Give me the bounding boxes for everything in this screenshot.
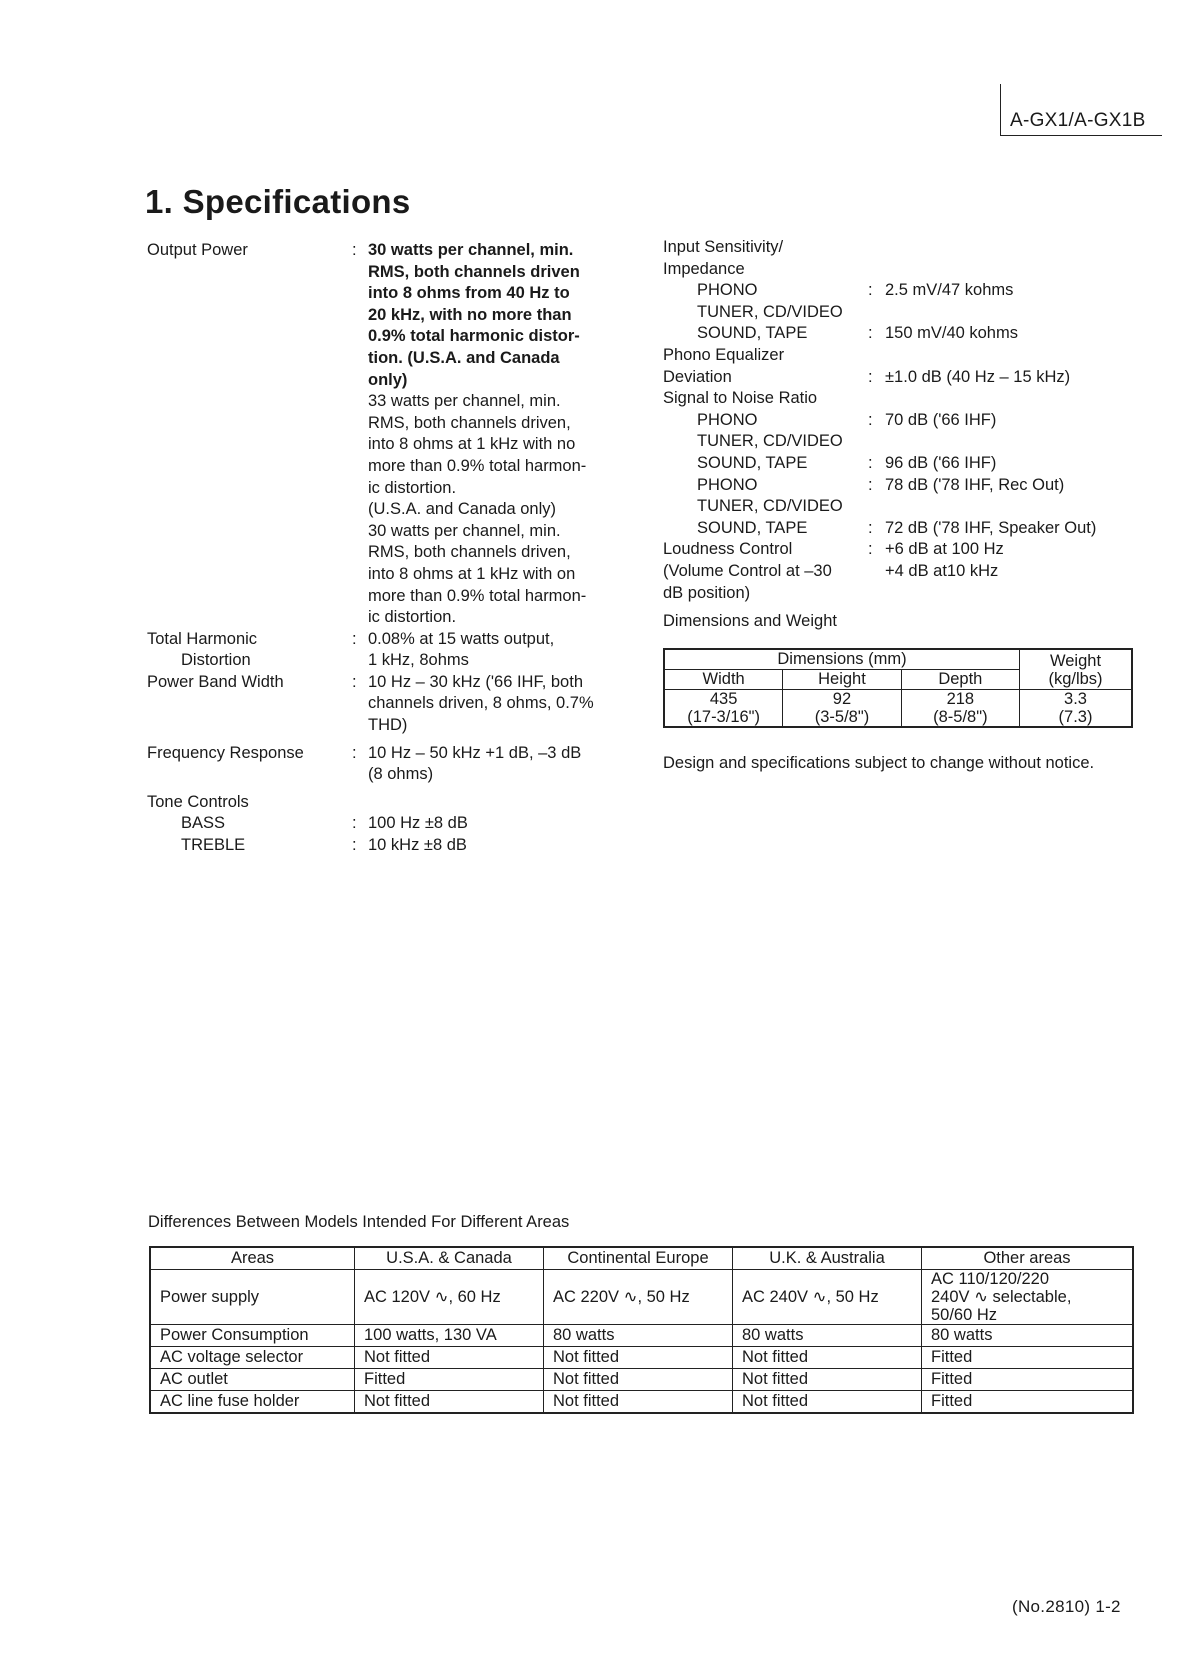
spec-value-line: more than 0.9% total harmon- xyxy=(368,586,587,605)
spec-row: PHONO : 70 dB ('66 IHF) xyxy=(663,410,1143,432)
left-spec-column xyxy=(147,240,627,857)
column-header: Other areas xyxy=(922,1247,1134,1270)
change-notice: Design and specifications subject to change without notice. xyxy=(663,754,1095,772)
spec-value-line: RMS, both channels driven, xyxy=(368,543,571,562)
dimensions-table xyxy=(663,648,1133,728)
table-cell: Not fitted xyxy=(355,1347,544,1369)
table-cell: AC 220V ∿, 50 Hz xyxy=(544,1270,733,1325)
model-id-box xyxy=(1000,84,1162,136)
spec-value-line: (8 ohms) xyxy=(368,765,434,784)
spec-label: PHONO xyxy=(697,475,758,494)
spec-value-line: into 8 ohms at 1 kHz with no xyxy=(368,435,576,454)
model-id: A-GX1/A-GX1B xyxy=(1010,110,1146,131)
table-cell: Power supply xyxy=(150,1270,355,1325)
spec-row xyxy=(663,611,1143,633)
spec-label: PHONO xyxy=(697,281,758,300)
table-cell: AC outlet xyxy=(150,1369,355,1391)
spec-power-band-width: Power Band Width : 10 Hz – 30 kHz ('66 IHF, both channels driven, 8 ohms, 0.7% THD) xyxy=(147,672,627,737)
table-cell: Not fitted xyxy=(355,1391,544,1414)
spec-label: TUNER, CD/VIDEO xyxy=(697,432,843,451)
table-row xyxy=(150,1325,1133,1347)
depth-cell: 218 (8-5/8") xyxy=(901,690,1019,728)
spec-value: 96 dB ('66 IHF) xyxy=(885,453,997,472)
table-cell: AC voltage selector xyxy=(150,1347,355,1369)
spec-label: Impedance xyxy=(663,259,745,278)
table-cell: Not fitted xyxy=(544,1347,733,1369)
spec-value-line: tion. (U.S.A. and Canada xyxy=(368,348,560,367)
spec-value: 2.5 mV/47 kohms xyxy=(885,281,1014,300)
spec-row xyxy=(663,561,1143,583)
table-row xyxy=(150,1369,1133,1391)
spec-value-line: ic distortion. xyxy=(368,608,457,627)
table-cell: 80 watts xyxy=(544,1325,733,1347)
spec-row: SOUND, TAPE : 150 mV/40 kohms xyxy=(663,323,1143,345)
table-cell: Power Consumption xyxy=(150,1325,355,1347)
spec-value-line: RMS, both channels driven xyxy=(368,262,580,281)
table-cell: AC 120V ∿, 60 Hz xyxy=(355,1270,544,1325)
spec-value-line: THD) xyxy=(368,716,408,735)
spec-value: +6 dB at 100 Hz xyxy=(885,540,1004,559)
spec-tone-controls xyxy=(147,792,627,814)
spec-label: PHONO xyxy=(697,410,758,429)
spec-value-line: 0.9% total harmonic distor- xyxy=(368,327,580,346)
spec-row xyxy=(663,583,1143,605)
weight-unit: (kg/lbs) xyxy=(1048,669,1103,688)
table-cell: Fitted xyxy=(922,1347,1134,1369)
table-cell: Not fitted xyxy=(733,1369,922,1391)
table-row xyxy=(150,1347,1133,1369)
spec-row: PHONO : 2.5 mV/47 kohms xyxy=(663,280,1143,302)
page-title: 1. Specifications xyxy=(145,183,411,220)
areas-caption: Differences Between Models Intended For Different Areas xyxy=(148,1213,570,1231)
spec-value-line: 30 watts per channel, min. xyxy=(368,241,574,259)
spec-row xyxy=(663,259,1143,281)
table-cell: 80 watts xyxy=(922,1325,1134,1347)
spec-label: Tone Controls xyxy=(147,792,249,811)
spec-label: Output Power xyxy=(147,241,248,259)
spec-row: PHONO : 78 dB ('78 IHF, Rec Out) xyxy=(663,475,1143,497)
weight-cell: 3.3 (7.3) xyxy=(1020,690,1133,728)
spec-row: Deviation : ±1.0 dB (40 Hz – 15 kHz) xyxy=(663,367,1143,389)
table-cell: Fitted xyxy=(922,1391,1134,1414)
spec-value: +4 dB at10 kHz xyxy=(885,561,999,580)
weight-header xyxy=(1020,649,1133,690)
spec-label: TUNER, CD/VIDEO xyxy=(697,497,843,516)
spec-label: Deviation xyxy=(663,367,732,386)
spec-row xyxy=(663,388,1143,410)
spec-label: Power Band Width xyxy=(147,672,284,691)
table-cell: AC 240V ∿, 50 Hz xyxy=(733,1270,922,1325)
spec-row xyxy=(663,431,1143,453)
spec-row: SOUND, TAPE : 96 dB ('66 IHF) xyxy=(663,453,1143,475)
areas-table xyxy=(149,1246,1134,1414)
spec-value: 72 dB ('78 IHF, Speaker Out) xyxy=(885,518,1097,537)
page-number: (No.2810) 1-2 xyxy=(1012,1597,1121,1616)
weight-header-label: Weight xyxy=(1049,651,1102,670)
height-cell: 92 (3-5/8") xyxy=(783,690,901,728)
column-header: Continental Europe xyxy=(544,1247,733,1270)
spec-value-line: RMS, both channels driven, xyxy=(368,413,571,432)
spec-value: 150 mV/40 kohms xyxy=(885,324,1018,343)
dimensions-header: Dimensions (mm) xyxy=(664,649,1020,670)
table-cell: Fitted xyxy=(922,1369,1134,1391)
spec-row xyxy=(663,496,1143,518)
spec-value-line: only) xyxy=(368,370,408,389)
column-header: Depth xyxy=(901,670,1019,690)
table-cell: Not fitted xyxy=(544,1391,733,1414)
spec-value-line: 20 kHz, with no more than xyxy=(368,305,572,324)
spec-output-power: Output Power : 30 watts per channel, min. RMS, both channels driven into 8 ohms from 40 Hz to 20 kHz, with no more than 0.9% total harmonic distor- tion. (U.S.A. and Canada only) 33 watts per channel, min. RMS, both channels driven, into 8 ohms at 1 kHz with no more than 0.9% total harmon- ic distortion. (U.S.A. and Canada only) 30 watts per channel, min. RMS, both channels driven, into 8 ohms at 1 kHz with on more than 0.9% total harmon- ic distortion. xyxy=(147,240,627,629)
spec-thd: Total Harmonic Distortion : 0.08% at 15 watts output, 1 kHz, 8ohms xyxy=(147,629,627,672)
spec-label: BASS xyxy=(181,814,226,833)
table-row xyxy=(150,1391,1133,1414)
spec-row xyxy=(663,302,1143,324)
table-cell: Fitted xyxy=(355,1369,544,1391)
spec-value-line: 10 Hz – 30 kHz ('66 IHF, both xyxy=(368,672,583,691)
spec-value-line: 33 watts per channel, min. xyxy=(368,392,561,411)
table-cell: Not fitted xyxy=(544,1369,733,1391)
spec-row xyxy=(663,237,1143,259)
spec-label: SOUND, TAPE xyxy=(697,324,808,343)
table-header-row xyxy=(150,1247,1133,1270)
spec-label: dB position) xyxy=(663,583,751,602)
spec-bass: BASS : 100 Hz ±8 dB xyxy=(147,813,627,835)
spec-row: SOUND, TAPE : 72 dB ('78 IHF, Speaker Out) xyxy=(663,518,1143,540)
spec-value-line: 1 kHz, 8ohms xyxy=(368,651,469,670)
spec-value-line: 30 watts per channel, min. xyxy=(368,521,561,540)
column-header: U.S.A. & Canada xyxy=(355,1247,544,1270)
spec-label: Loudness Control xyxy=(663,540,793,559)
spec-label: TREBLE xyxy=(181,836,246,855)
width-cell: 435 (17-3/16") xyxy=(664,690,783,728)
spec-label: Phono Equalizer xyxy=(663,345,785,364)
spec-value-line: 10 kHz ±8 dB xyxy=(368,836,467,855)
spec-row: Loudness Control : +6 dB at 100 Hz xyxy=(663,539,1143,561)
table-cell: Not fitted xyxy=(733,1391,922,1414)
spec-label: TUNER, CD/VIDEO xyxy=(697,302,843,321)
spec-value: ±1.0 dB (40 Hz – 15 kHz) xyxy=(885,367,1071,386)
column-header: Width xyxy=(664,670,783,690)
spec-value: 78 dB ('78 IHF, Rec Out) xyxy=(885,475,1065,494)
spec-label: Input Sensitivity/ xyxy=(663,238,784,256)
spec-value-line: more than 0.9% total harmon- xyxy=(368,456,587,475)
table-cell: 80 watts xyxy=(733,1325,922,1347)
spec-value-line: 10 Hz – 50 kHz +1 dB, –3 dB xyxy=(368,743,582,762)
spec-value-line: 0.08% at 15 watts output, xyxy=(368,629,555,648)
table-row xyxy=(150,1270,1133,1325)
column-header: Areas xyxy=(150,1247,355,1270)
spec-label: Signal to Noise Ratio xyxy=(663,389,818,408)
spec-value-line: 100 Hz ±8 dB xyxy=(368,814,468,833)
spec-label: (Volume Control at –30 xyxy=(663,561,832,580)
spec-label: SOUND, TAPE xyxy=(697,453,808,472)
table-cell: AC 110/120/220 240V ∿ selectable, 50/60 Hz xyxy=(922,1270,1134,1325)
table-cell: Not fitted xyxy=(733,1347,922,1369)
column-header: Height xyxy=(783,670,901,690)
spec-value-line: (U.S.A. and Canada only) xyxy=(368,500,557,519)
spec-label: SOUND, TAPE xyxy=(697,518,808,537)
spec-value-line: ic distortion. xyxy=(368,478,457,497)
table-cell: AC line fuse holder xyxy=(150,1391,355,1414)
spec-label: Dimensions and Weight xyxy=(663,612,837,631)
table-cell: 100 watts, 130 VA xyxy=(355,1325,544,1347)
spec-value-line: channels driven, 8 ohms, 0.7% xyxy=(368,694,594,713)
spec-label: Total Harmonic xyxy=(147,629,258,648)
spec-value-line: into 8 ohms at 1 kHz with on xyxy=(368,564,576,583)
column-header: U.K. & Australia xyxy=(733,1247,922,1270)
spec-treble: TREBLE : 10 kHz ±8 dB xyxy=(147,835,627,857)
spec-label: Frequency Response xyxy=(147,743,304,762)
right-spec-column xyxy=(663,237,1143,633)
spec-value: 70 dB ('66 IHF) xyxy=(885,410,997,429)
spec-label: Distortion xyxy=(181,651,251,670)
spec-value-line: into 8 ohms from 40 Hz to xyxy=(368,284,570,303)
spec-row xyxy=(663,345,1143,367)
spec-frequency-response: Frequency Response : 10 Hz – 50 kHz +1 dB, –3 dB (8 ohms) xyxy=(147,743,627,786)
